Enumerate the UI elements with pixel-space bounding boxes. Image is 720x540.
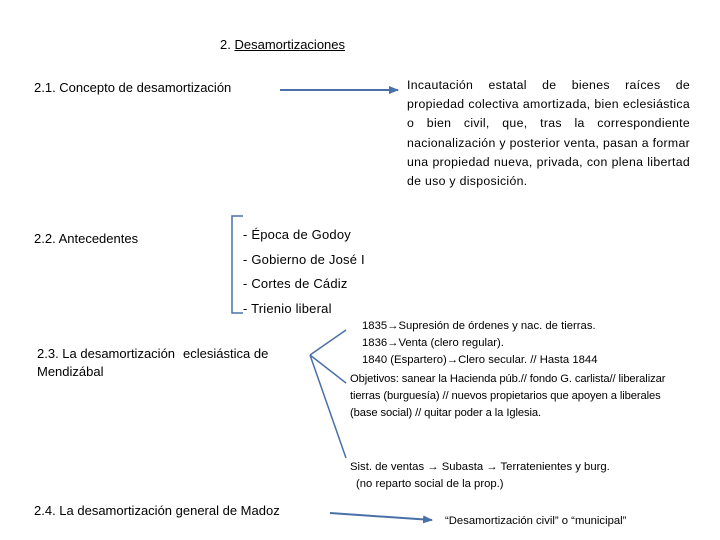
sales-system: [350, 459, 610, 493]
antecedents-list: [243, 223, 365, 321]
list-item: - Trienio liberal: [243, 300, 332, 316]
heading-part: Mendizábal: [37, 364, 104, 379]
madoz-description: “Desamortización civil” o “municipal”: [445, 515, 627, 527]
arrow-right-icon: →: [387, 320, 399, 332]
antecedents-bracket: [232, 216, 243, 313]
heading-part: eclesiástica de: [183, 346, 269, 361]
list-item: - Gobierno de José I: [243, 251, 365, 267]
section-madoz-heading: 2.4. La desamortización general de Madoz: [34, 503, 280, 518]
arrow-right-icon: →: [486, 461, 498, 473]
list-item: - Cortes de Cádiz: [243, 276, 348, 291]
sales-system-line: Sist. de ventas → Subasta → Terratenientes y burg.: [350, 461, 610, 473]
section-mendizabal-heading: [37, 345, 307, 381]
section-antecedents-heading: 2.2. Antecedentes: [34, 231, 139, 246]
arrow-right-icon: →: [427, 461, 439, 473]
page-title: [220, 37, 345, 52]
concept-definition: Incautación estatal de bienes raíces de propiedad colectiva amortizada, bien eclesiástica o bien civil, que, tras la correspondiente nacionalización y posterior venta, pasan a formar una propiedad nueva, privada, con plena libertad de uso y disposición.: [407, 78, 690, 189]
arrow-right-icon: →: [387, 337, 399, 349]
arrow-right-icon: →: [446, 354, 459, 366]
mendizabal-fork-low: [310, 355, 346, 458]
list-item: - Época de Godoy: [243, 227, 351, 242]
mendizabal-dates: [362, 318, 597, 369]
date-line: 1836→Venta (clero regular).: [362, 337, 504, 349]
madoz-arrow: [330, 513, 432, 520]
date-line: 1840 (Espartero)→Clero secular. // Hasta 1844: [362, 354, 598, 366]
heading-part: 2.3. La desamortización: [37, 346, 176, 361]
title-number: 2.: [220, 37, 231, 52]
mendizabal-fork-top: [310, 330, 346, 355]
date-line: 1835→Supresión de órdenes y nac. de tierras.: [362, 320, 596, 332]
title-text: Desamortizaciones: [234, 37, 346, 52]
sales-system-note: (no reparto social de la prop.): [356, 478, 504, 490]
section-concept-heading: 2.1. Concepto de desamortización: [34, 80, 232, 95]
mendizabal-objectives: Objetivos: sanear la Hacienda púb.// fondo G. carlista// liberalizar tierras (burguesía) // nuevos propietarios que apoyen a liberales (base social) // quitar poder a la Iglesia.: [350, 373, 666, 419]
